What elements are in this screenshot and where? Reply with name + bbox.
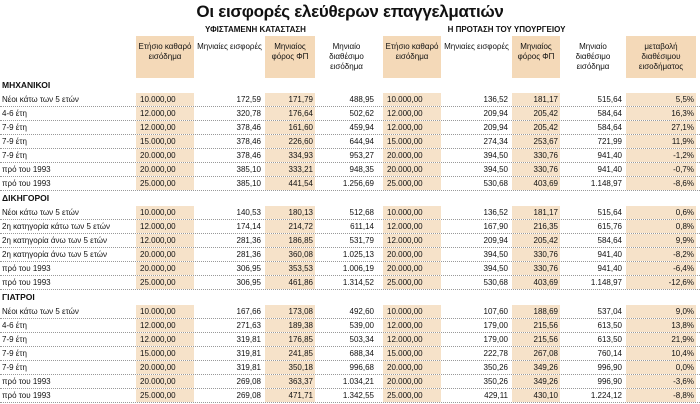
table-cell: 394,50 (483, 250, 508, 259)
table-cell: 0,6% (626, 206, 696, 219)
table-cell: 644,94 (349, 137, 374, 146)
table-cell: 174,14 (236, 222, 261, 231)
table-cell: 350,26 (483, 377, 508, 386)
table-cell: -1,2% (626, 149, 696, 162)
table-cell: 385,10 (236, 165, 261, 174)
table-cell: 20.000,00 (383, 248, 441, 261)
table-cell: 996,90 (597, 363, 622, 372)
table-cell: 167,90 (483, 222, 508, 231)
table-cell: 385,10 (236, 179, 261, 188)
table-cell: 941,40 (597, 151, 622, 160)
table-cell: 25.000,00 (136, 276, 194, 289)
table-cell: 941,40 (597, 264, 622, 273)
table-cell: 9,0% (626, 305, 696, 318)
table-cell: 1.148,97 (590, 278, 622, 287)
table-cell: 530,68 (483, 278, 508, 287)
table-cell: 25.000,00 (136, 389, 194, 402)
row-label: πρό του 1993 (2, 278, 51, 287)
table-cell: 222,78 (483, 349, 508, 358)
column-header-label: Μηνιαίο διαθέσιμο εισόδημα (575, 42, 611, 71)
table-cell: 530,68 (483, 179, 508, 188)
table-cell: 350,18 (265, 361, 315, 374)
table-cell: 948,35 (349, 165, 374, 174)
column-header-0 (136, 36, 194, 78)
table-cell: 209,94 (483, 123, 508, 132)
column-header-3 (317, 36, 376, 78)
column-header-label: μεταβολή διαθέσιμου εισοδήματος (638, 42, 684, 71)
column-header-label: Μηνιαίος φόρος ΦΠ (271, 42, 309, 61)
table-cell: 10.000,00 (136, 206, 194, 219)
table-cell: 12.000,00 (136, 121, 194, 134)
row-divider (0, 289, 700, 290)
table-cell: 459,94 (349, 123, 374, 132)
table-cell: 11,9% (626, 135, 696, 148)
table-cell: 1.314,52 (342, 278, 374, 287)
table-cell: 271,63 (236, 321, 261, 330)
table-cell: 941,40 (597, 165, 622, 174)
table-cell: 15.000,00 (136, 347, 194, 360)
table-cell: 20.000,00 (136, 361, 194, 374)
table-cell: -6,4% (626, 262, 696, 275)
column-header-label: Μηνιαίες εισφορές (444, 42, 509, 51)
table-cell: 214,72 (265, 220, 315, 233)
table-cell: 209,94 (483, 236, 508, 245)
table-cell: 136,52 (483, 95, 508, 104)
table-cell: 25.000,00 (383, 389, 441, 402)
table-cell: 281,36 (236, 236, 261, 245)
table-cell: 186,85 (265, 234, 315, 247)
group-header: ΔΙΚΗΓΟΡΟΙ (2, 193, 50, 203)
table-cell: 1.256,69 (342, 179, 374, 188)
table-row (0, 220, 700, 233)
table-cell: -8,6% (626, 177, 696, 190)
table-cell: 953,27 (349, 151, 374, 160)
table-cell: -8,2% (626, 248, 696, 261)
table-cell: 269,08 (236, 377, 261, 386)
table-cell: 179,00 (483, 321, 508, 330)
table-row (0, 135, 700, 148)
column-header-4 (383, 36, 441, 78)
table-cell: 10.000,00 (136, 93, 194, 106)
column-header-8 (626, 36, 696, 78)
table-cell: 941,40 (597, 250, 622, 259)
table-cell: 330,76 (512, 163, 560, 176)
table-cell: 16,3% (626, 107, 696, 120)
table-cell: 492,60 (349, 307, 374, 316)
table-cell: 996,90 (597, 377, 622, 386)
table-cell: 721,99 (597, 137, 622, 146)
table-cell: 471,71 (265, 389, 315, 402)
table-cell: 12.000,00 (136, 319, 194, 332)
table-cell: 394,50 (483, 165, 508, 174)
table-cell: 10.000,00 (383, 206, 441, 219)
table-cell: 10.000,00 (383, 305, 441, 318)
table-cell: 461,86 (265, 276, 315, 289)
table-cell: 20.000,00 (136, 163, 194, 176)
table-row (0, 319, 700, 332)
table-cell: 12.000,00 (136, 107, 194, 120)
table-row (0, 389, 700, 402)
section-header-proposal: Η ΠΡΟΤΑΣΗ ΤΟΥ ΥΠΟΥΡΓΕΙΟΥ (447, 25, 566, 34)
table-cell: 584,64 (597, 236, 622, 245)
table-row (0, 305, 700, 318)
table-cell: 584,64 (597, 109, 622, 118)
table-cell: 20.000,00 (383, 262, 441, 275)
table-cell: 515,64 (597, 208, 622, 217)
row-label: 7-9 έτη (2, 137, 27, 146)
column-header-label: Ετήσιο καθαρό εισόδημα (385, 42, 439, 61)
column-header-6 (512, 36, 560, 78)
row-label: πρό του 1993 (2, 179, 51, 188)
table-cell: 350,26 (483, 363, 508, 372)
table-cell: 25.000,00 (136, 177, 194, 190)
table-cell: 430,10 (512, 389, 560, 402)
table-cell: 171,79 (265, 93, 315, 106)
table-cell: 319,81 (236, 363, 261, 372)
table-row (0, 93, 700, 106)
table-cell: 205,42 (512, 107, 560, 120)
table-cell: 20.000,00 (383, 149, 441, 162)
table-cell: 136,52 (483, 208, 508, 217)
table-row (0, 276, 700, 289)
row-label: 7-9 έτη (2, 349, 27, 358)
table-cell: 1.342,55 (342, 391, 374, 400)
row-label: πρό του 1993 (2, 264, 51, 273)
table-cell: 205,42 (512, 121, 560, 134)
table-cell: 349,26 (512, 361, 560, 374)
table-cell: 12.000,00 (383, 121, 441, 134)
column-header-label: Ετήσιο καθαρό εισόδημα (138, 42, 192, 61)
table-cell: 173,08 (265, 305, 315, 318)
table-cell: 20.000,00 (136, 248, 194, 261)
table-cell: 441,54 (265, 177, 315, 190)
table-row (0, 262, 700, 275)
table-cell: 12.000,00 (383, 319, 441, 332)
table-cell: 394,50 (483, 264, 508, 273)
table-cell: 20.000,00 (383, 361, 441, 374)
table-cell: -3,6% (626, 375, 696, 388)
section-header-current: ΥΦΙΣΤΑΜΕΝΗ ΚΑΤΑΣΤΑΣΗ (205, 25, 306, 34)
table-cell: 330,76 (512, 248, 560, 261)
table-cell: 760,14 (597, 349, 622, 358)
table-row (0, 149, 700, 162)
table-cell: 12.000,00 (383, 333, 441, 346)
row-label: 4-6 έτη (2, 321, 27, 330)
table-row (0, 163, 700, 176)
table-cell: 226,60 (265, 135, 315, 148)
page-title: Οι εισφορές ελεύθερων επαγγελματιών (196, 2, 504, 21)
table-cell: 615,76 (597, 222, 622, 231)
table-cell: 12.000,00 (136, 234, 194, 247)
row-label: Νέοι κάτω των 5 ετών (2, 95, 79, 104)
table-cell: 0,8% (626, 220, 696, 233)
table-cell: 1.148,97 (590, 179, 622, 188)
table-cell: 512,68 (349, 208, 374, 217)
column-header-5 (443, 36, 510, 78)
table-cell: 267,08 (512, 347, 560, 360)
column-header-1 (196, 36, 263, 78)
row-label: Νέοι κάτω των 5 ετών (2, 307, 79, 316)
table-cell: 584,64 (597, 123, 622, 132)
table-cell: 537,04 (597, 307, 622, 316)
table-cell: -8,8% (626, 389, 696, 402)
table-cell: 1.006,19 (342, 264, 374, 273)
table-cell: 20.000,00 (383, 163, 441, 176)
row-label: 2η κατηγορία άνω των 5 ετών (2, 250, 108, 259)
table-cell: 216,35 (512, 220, 560, 233)
row-divider (0, 402, 700, 403)
table-cell: 20.000,00 (136, 149, 194, 162)
table-cell: 188,69 (512, 305, 560, 318)
table-cell: 215,56 (512, 319, 560, 332)
table-cell: 539,00 (349, 321, 374, 330)
table-cell: 269,08 (236, 391, 261, 400)
table-cell: 12.000,00 (136, 333, 194, 346)
table-cell: 5,5% (626, 93, 696, 106)
table-cell: 10.000,00 (136, 305, 194, 318)
row-label: 2η κατηγορία κάτω των 5 ετών (2, 222, 110, 231)
table-cell: 274,34 (483, 137, 508, 146)
table-cell: 161,60 (265, 121, 315, 134)
table-cell: 503,34 (349, 335, 374, 344)
table-cell: 176,64 (265, 107, 315, 120)
table-cell: 10.000,00 (383, 93, 441, 106)
table-cell: 176,85 (265, 333, 315, 346)
table-row (0, 375, 700, 388)
table-cell: -12,6% (626, 276, 696, 289)
table-cell: 488,95 (349, 95, 374, 104)
table-cell: 531,79 (349, 236, 374, 245)
table-cell: 378,46 (236, 151, 261, 160)
table-cell: 140,53 (236, 208, 261, 217)
table-cell: 21,9% (626, 333, 696, 346)
table-row (0, 333, 700, 346)
table-cell: 360,08 (265, 248, 315, 261)
table-cell: 27,1% (626, 121, 696, 134)
table-cell: 209,94 (483, 109, 508, 118)
table-cell: 349,26 (512, 375, 560, 388)
table-cell: 515,64 (597, 95, 622, 104)
table-cell: 353,53 (265, 262, 315, 275)
table-row (0, 248, 700, 261)
table-cell: 429,11 (484, 391, 508, 400)
table-cell: 181,17 (512, 206, 560, 219)
row-divider (0, 190, 700, 191)
table-cell: 205,42 (512, 234, 560, 247)
table-cell: 25.000,00 (383, 276, 441, 289)
table-cell: 15.000,00 (383, 135, 441, 148)
row-label: 4-6 έτη (2, 109, 27, 118)
table-cell: 334,93 (265, 149, 315, 162)
table-cell: 181,17 (512, 93, 560, 106)
table-cell: 363,37 (265, 375, 315, 388)
table-cell: 10,4% (626, 347, 696, 360)
table-cell: 319,81 (236, 335, 261, 344)
table-cell: 502,62 (349, 109, 374, 118)
table-cell: 403,69 (512, 276, 560, 289)
row-label: 7-9 έτη (2, 123, 27, 132)
table-row (0, 177, 700, 190)
table-cell: 12.000,00 (383, 234, 441, 247)
row-label: Νέοι κάτω των 5 ετών (2, 208, 79, 217)
table-cell: 20.000,00 (136, 262, 194, 275)
table-cell: 12.000,00 (383, 220, 441, 233)
table-cell: 167,66 (236, 307, 261, 316)
table-cell: 403,69 (512, 177, 560, 190)
table-cell: 306,95 (236, 264, 261, 273)
table-cell: 15.000,00 (136, 135, 194, 148)
table-cell: -0,7% (626, 163, 696, 176)
table-cell: 611,14 (350, 222, 374, 231)
group-header: ΜΗΧΑΝΙΚΟΙ (2, 80, 51, 90)
table-cell: 172,59 (236, 95, 261, 104)
table-cell: 688,34 (349, 349, 374, 358)
row-label: 7-9 έτη (2, 363, 27, 372)
table-row (0, 347, 700, 360)
table-cell: 613,50 (597, 321, 622, 330)
table-cell: 1.034,21 (342, 377, 374, 386)
table-cell: 281,36 (236, 250, 261, 259)
row-label: 7-9 έτη (2, 335, 27, 344)
table-cell: 20.000,00 (136, 375, 194, 388)
table-cell: 1.025,13 (342, 250, 374, 259)
table-cell: 241,85 (265, 347, 315, 360)
table-cell: 179,00 (483, 335, 508, 344)
table-cell: 9,9% (626, 234, 696, 247)
column-header-label: Μηνιαίο διαθέσιμο εισόδημα (329, 42, 364, 71)
table-cell: 20.000,00 (383, 375, 441, 388)
column-header-label: Μηνιαίες εισφορές (197, 42, 262, 51)
table-cell: 12.000,00 (136, 220, 194, 233)
table-row (0, 361, 700, 374)
table-cell: 330,76 (512, 149, 560, 162)
table-cell: 12.000,00 (383, 107, 441, 120)
table-cell: 378,46 (236, 137, 261, 146)
table-cell: 333,21 (265, 163, 315, 176)
table-cell: 215,56 (512, 333, 560, 346)
table-cell: 13,8% (626, 319, 696, 332)
table-cell: 0,0% (626, 361, 696, 374)
table-cell: 107,60 (483, 307, 508, 316)
row-label: πρό του 1993 (2, 165, 51, 174)
group-header: ΓΙΑΤΡΟΙ (2, 292, 35, 302)
table-cell: 253,67 (512, 135, 560, 148)
column-header-label: Μηνιαίος φόρος ΦΠ (517, 42, 555, 61)
table-row (0, 234, 700, 247)
table-cell: 25.000,00 (383, 177, 441, 190)
table-row (0, 107, 700, 120)
table-cell: 320,78 (236, 109, 261, 118)
table-cell: 394,50 (483, 151, 508, 160)
table-cell: 189,38 (265, 319, 315, 332)
row-label: 2η κατηγορία άνω των 5 ετών (2, 236, 108, 245)
table-row (0, 121, 700, 134)
row-label: πρό του 1993 (2, 377, 51, 386)
table-row (0, 206, 700, 219)
row-label: 7-9 έτη (2, 151, 27, 160)
table-cell: 1.224,12 (590, 391, 622, 400)
column-header-7 (562, 36, 624, 78)
table-cell: 319,81 (236, 349, 261, 358)
table-cell: 613,50 (597, 335, 622, 344)
table-cell: 330,76 (512, 262, 560, 275)
table-cell: 378,46 (236, 123, 261, 132)
table-cell: 306,95 (236, 278, 261, 287)
table-cell: 180,13 (265, 206, 315, 219)
table-cell: 15.000,00 (383, 347, 441, 360)
table-cell: 996,68 (349, 363, 374, 372)
column-header-2 (265, 36, 315, 78)
row-label: πρό του 1993 (2, 391, 51, 400)
